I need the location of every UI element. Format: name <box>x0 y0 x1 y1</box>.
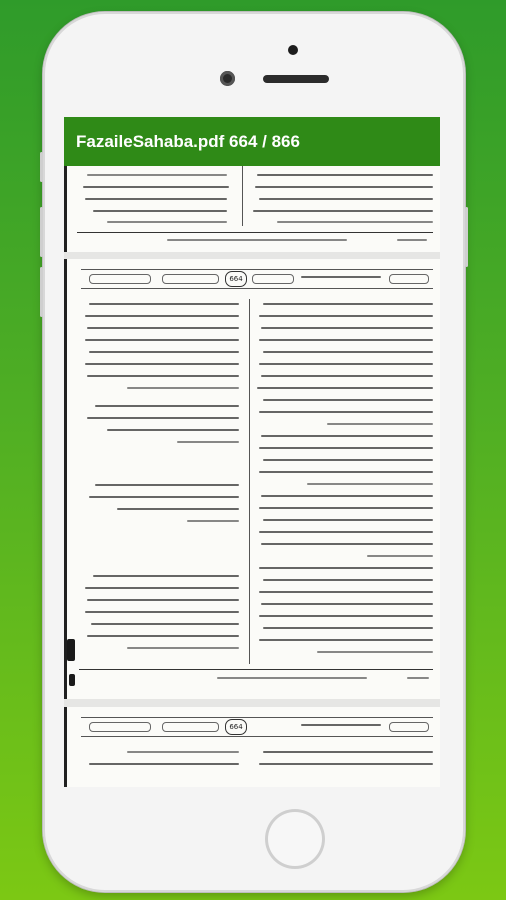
pdf-page-previous[interactable] <box>64 166 440 252</box>
home-button-icon[interactable] <box>265 809 325 869</box>
pdf-page-next[interactable] <box>64 707 440 787</box>
camera-dot <box>288 45 298 55</box>
speaker-grille <box>263 75 329 83</box>
volume-down-button <box>40 267 43 317</box>
power-button <box>465 207 468 267</box>
page-number-box: 664 <box>225 719 247 735</box>
volume-up-button <box>40 207 43 257</box>
mute-switch <box>40 152 43 182</box>
page-gap <box>64 252 440 259</box>
pdf-page-current[interactable] <box>64 259 440 699</box>
document-title: FazaileSahaba.pdf 664 / 866 <box>76 131 300 151</box>
app-screen <box>64 117 440 787</box>
camera-icon <box>220 71 235 86</box>
app-bar <box>64 117 440 166</box>
page-number-box: 664 <box>225 271 247 287</box>
page-gap <box>64 699 440 707</box>
